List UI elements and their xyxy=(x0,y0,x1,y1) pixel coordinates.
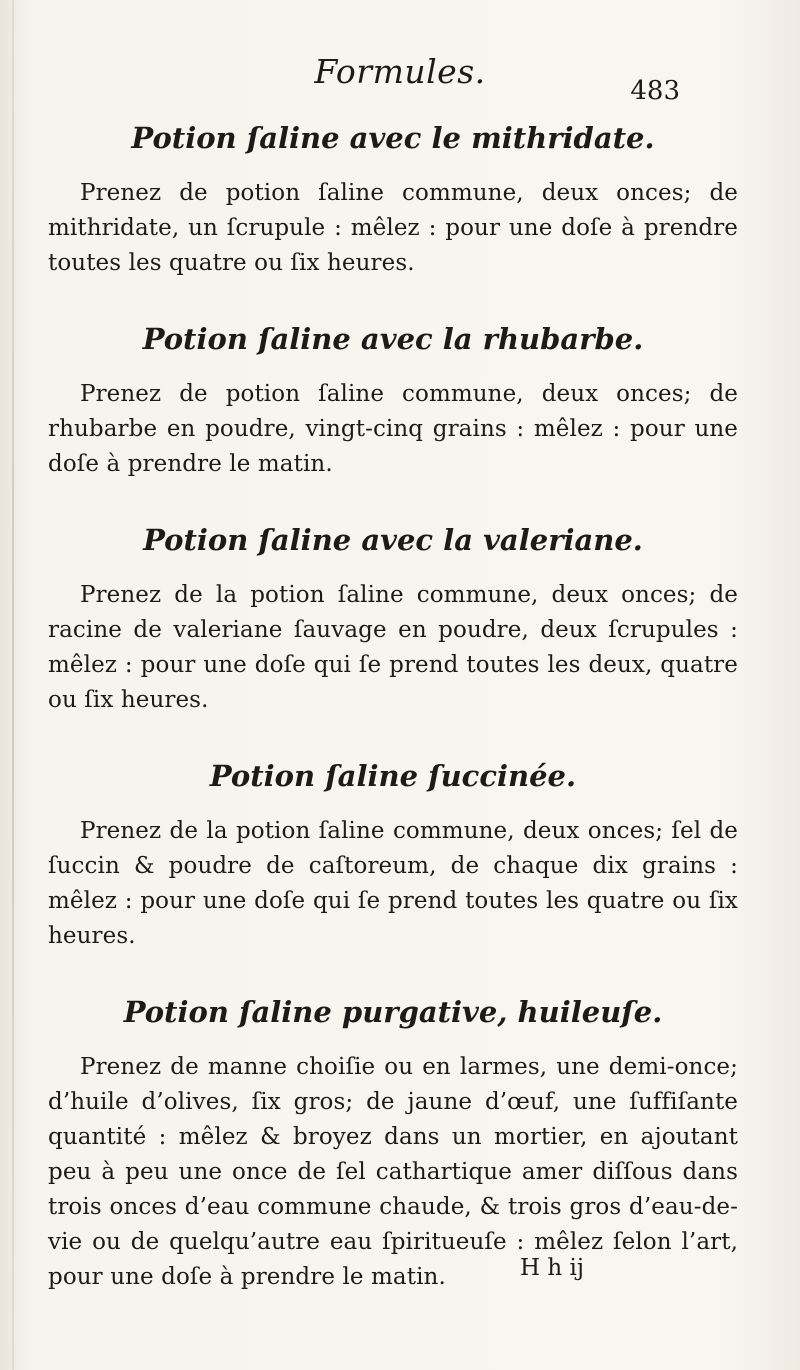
recipe-title: Potion ſaline ſuccinée. xyxy=(209,759,577,793)
recipe-title: Potion ſaline purgative, huileuſe. xyxy=(123,995,663,1029)
running-head: Formules. xyxy=(314,52,486,91)
recipe-title: Potion ſaline avec le mithridate. xyxy=(131,121,655,155)
recipe-succinee xyxy=(48,756,738,954)
binding-gutter xyxy=(12,0,14,1370)
signature-mark: H h ij xyxy=(520,1255,584,1281)
recipe-title: Potion ſaline avec la valeriane. xyxy=(143,523,643,557)
recipe-text: Prenez de la potion ſaline commune, deux onces; ſel de ſuccin & poudre de caſtoreum, de chaque dix grains : mêlez : pour une doſe qui ſe prend toutes les quatre ou ſix heures. xyxy=(48,818,738,949)
recipe-title: Potion ſaline avec la rhubarbe. xyxy=(142,322,644,356)
recipe-mithridate xyxy=(48,118,738,281)
recipe-text: Prenez de manne choiſie ou en larmes, une demi-once; d’huile d’olives, ſix gros; de jaune d’œuf, une ſuffiſante quantité : mêlez & broyez dans un mortier, en ajoutant peu à peu une once de ſel cathartique amer diſſous dans trois onces d’eau commune chaude, & trois gros d’eau-de-vie ou de quelqu’autre eau ſpiritueuſe : mêlez ſelon l’art, pour une doſe à prendre le matin. xyxy=(48,1054,738,1290)
recipe-purgative-huileuse xyxy=(48,992,738,1295)
recipe-text: Prenez de la potion ſaline commune, deux onces; de racine de valeriane ſauvage en poudre, deux ſcrupules : mêlez : pour une doſe qui ſe prend toutes les deux, quatre ou ſix heures. xyxy=(48,582,738,713)
recipe-text: Prenez de potion ſaline commune, deux onces; de mithridate, un ſcrupule : mêlez : pour une doſe à prendre toutes les quatre ou ſix heures. xyxy=(48,180,738,276)
recipe-rhubarbe xyxy=(48,319,738,482)
recipe-text: Prenez de potion ſaline commune, deux onces; de rhubarbe en poudre, vingt-cinq grains : mêlez : pour une doſe à prendre le matin. xyxy=(48,381,738,477)
page-content xyxy=(48,118,738,1295)
recipe-valeriane xyxy=(48,520,738,718)
page-number: 483 xyxy=(630,76,680,106)
